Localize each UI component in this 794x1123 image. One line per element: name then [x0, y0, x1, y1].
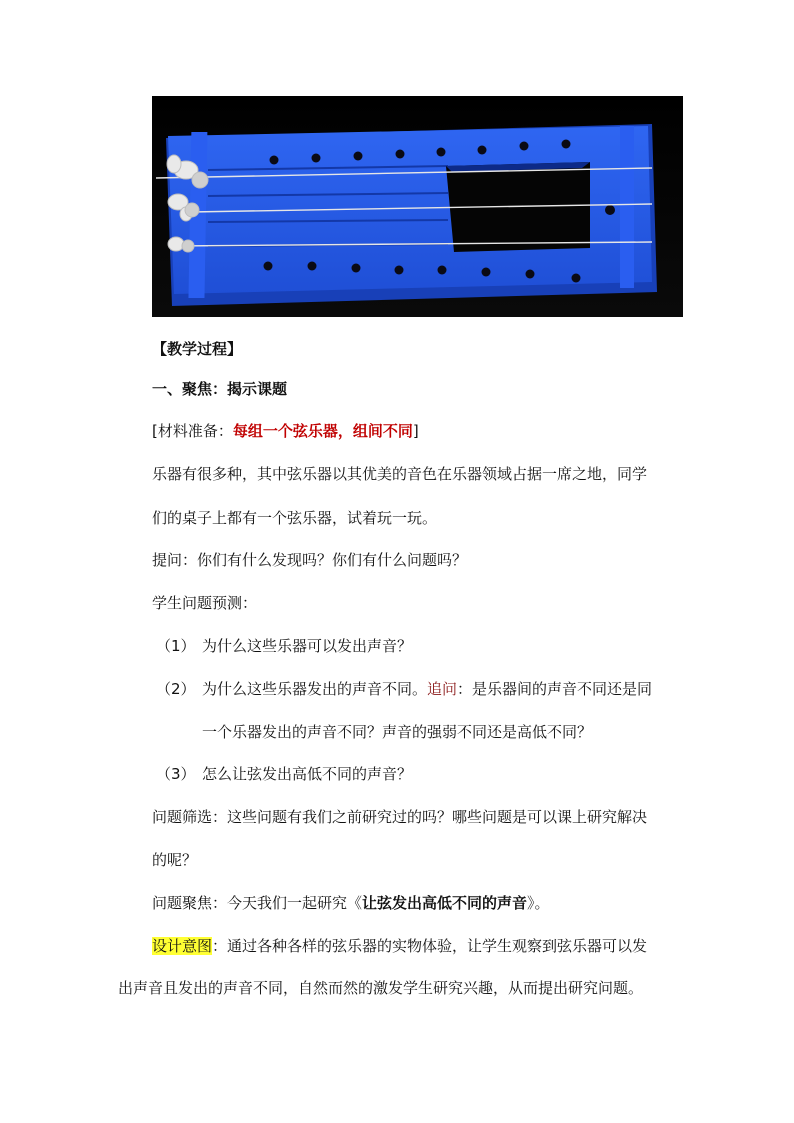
materials-line: [152, 421, 419, 441]
filter-line-2: 的呢？: [152, 851, 198, 869]
followup-label: 追问: [427, 680, 458, 698]
prediction-item: [156, 679, 652, 699]
focus-prefix: 问题聚焦：今天我们一起研究《: [152, 894, 363, 912]
section-header: 【教学过程】: [152, 340, 243, 358]
materials-suffix: ]: [412, 422, 419, 440]
followup-text: ：是乐器间的声音不同还是同: [457, 680, 653, 698]
focus-suffix: 》。: [527, 894, 550, 912]
design-line-1: [152, 936, 647, 956]
prediction-continuation: 一个乐器发出的声音不同？声音的强弱不同还是高低不同？: [202, 723, 593, 741]
prediction-number: （3）: [156, 765, 196, 783]
prediction-number: （2）: [156, 680, 196, 698]
design-line-2: 出声音且发出的声音不同，自然而然的激发学生研究兴趣，从而提出研究问题。: [118, 979, 644, 997]
question-line: 提问：你们有什么发现吗？你们有什么问题吗？: [152, 551, 468, 569]
focus-line: [152, 893, 550, 913]
intro-line-1: 乐器有很多种，其中弦乐器以其优美的音色在乐器领域占据一席之地，同学: [152, 465, 648, 483]
prediction-text: 为什么这些乐器可以发出声音？: [202, 637, 413, 655]
string-instrument-photo: [152, 96, 683, 317]
prediction-text: 怎么让弦发出高低不同的声音？: [202, 765, 413, 783]
section-heading: 一、聚焦：揭示课题: [152, 380, 288, 398]
materials-prefix: [材料准备：: [152, 422, 233, 440]
design-label: 设计意图: [152, 937, 213, 955]
design-text: ：通过各种各样的弦乐器的实物体验，让学生观察到弦乐器可以发: [212, 937, 648, 955]
prediction-number: （1）: [156, 637, 196, 655]
intro-line-2: 们的桌子上都有一个弦乐器，试着玩一玩。: [152, 509, 438, 527]
prediction-text: 为什么这些乐器发出的声音不同。: [202, 680, 428, 698]
filter-line-1: 问题筛选：这些问题有我们之前研究过的吗？哪些问题是可以课上研究解决: [152, 808, 648, 826]
prediction-item: [156, 764, 412, 784]
prediction-item: [156, 636, 412, 656]
focus-title: 让弦发出高低不同的声音: [362, 894, 528, 912]
prediction-label: 学生问题预测：: [152, 594, 258, 612]
materials-highlight: 每组一个弦乐器，组间不同: [232, 422, 413, 440]
